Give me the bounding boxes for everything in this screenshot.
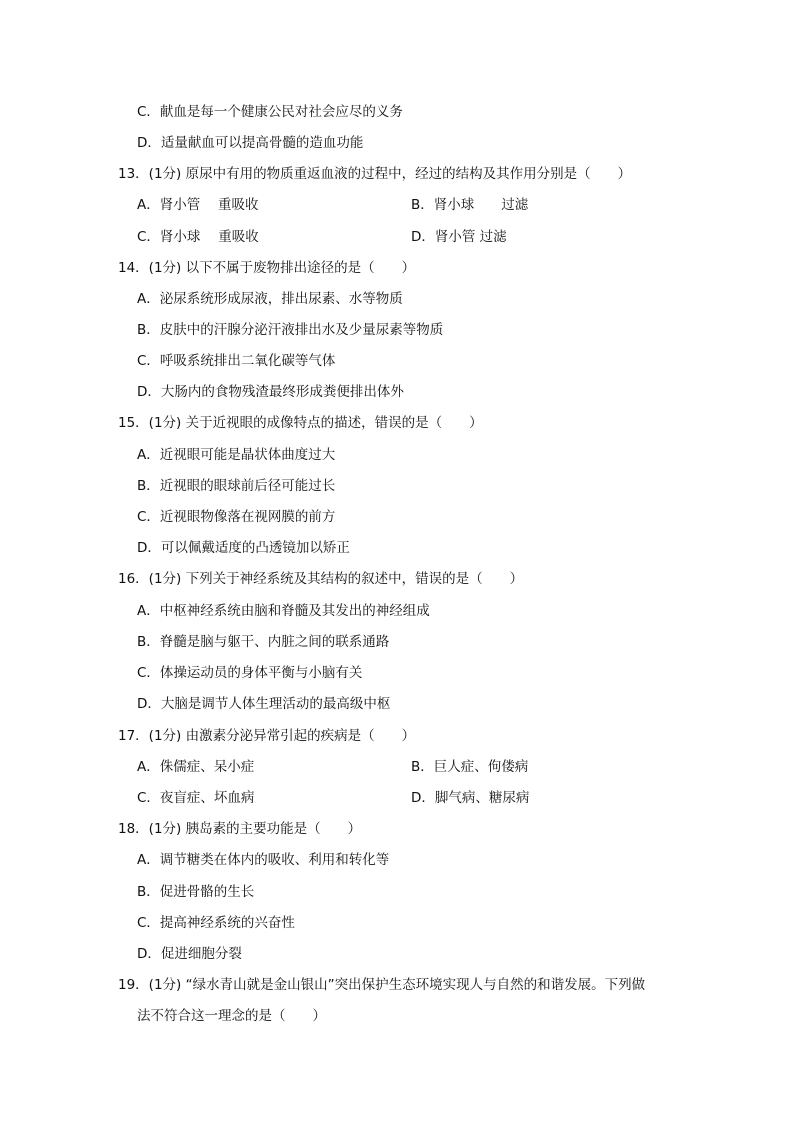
q16-option-d: D．大脑是调节人体生理活动的最高级中枢 <box>137 696 391 712</box>
q12-option-d: D．适量献血可以提高骨髓的造血功能 <box>137 135 364 151</box>
question-16: 16．(1分) 下列关于神经系统及其结构的叙述中，错误的是（ ） <box>118 571 524 587</box>
question-19-continued: 法不符合这一理念的是（ ） <box>137 1008 326 1024</box>
q15-option-a: A．近视眼可能是晶状体曲度过大 <box>137 447 336 463</box>
q13-option-a: A．肾小管 重吸收 <box>137 197 259 213</box>
q15-option-c: C．近视眼物像落在视网膜的前方 <box>137 509 336 525</box>
q18-option-b: B．促进骨骼的生长 <box>137 884 255 900</box>
q15-option-b: B．近视眼的眼球前后径可能过长 <box>137 478 336 494</box>
q18-option-d: D．促进细胞分裂 <box>137 946 242 962</box>
q17-option-b: B．巨人症、佝偻病 <box>411 759 529 775</box>
q17-option-c: C．夜盲症、坏血病 <box>137 790 255 806</box>
q18-option-c: C．提高神经系统的兴奋性 <box>137 915 295 931</box>
question-15: 15．(1分) 关于近视眼的成像特点的描述，错误的是（ ） <box>118 415 483 431</box>
question-19: 19．(1分) “绿水青山就是金山银山”突出保护生态环境实现人与自然的和谐发展。下列做 <box>118 977 646 993</box>
q16-option-b: B．脊髓是脑与躯干、内脏之间的联系通路 <box>137 634 390 650</box>
q13-option-c: C．肾小球 重吸收 <box>137 229 259 245</box>
q16-option-c: C．体操运动员的身体平衡与小脑有关 <box>137 665 363 681</box>
q14-option-b: B．皮肤中的汗腺分泌汗液排出水及少量尿素等物质 <box>137 322 444 338</box>
question-18: 18．(1分) 胰岛素的主要功能是（ ） <box>118 821 362 837</box>
question-13: 13．(1分) 原尿中有用的物质重返血液的过程中，经过的结构及其作用分别是（ ） <box>118 166 632 182</box>
q17-option-d: D．脚气病、糖尿病 <box>411 790 530 806</box>
q14-option-a: A．泌尿系统形成尿液，排出尿素、水等物质 <box>137 291 403 307</box>
q16-option-a: A．中枢神经系统由脑和脊髓及其发出的神经组成 <box>137 603 430 619</box>
q13-option-d: D．肾小管 过滤 <box>411 229 507 245</box>
q18-option-a: A．调节糖类在体内的吸收、利用和转化等 <box>137 852 390 868</box>
question-14: 14．(1分) 以下不属于废物排出途径的是（ ） <box>118 260 416 276</box>
q14-option-d: D．大肠内的食物残渣最终形成粪便排出体外 <box>137 384 404 400</box>
q13-option-b: B．肾小球 过滤 <box>411 197 529 213</box>
q15-option-d: D．可以佩戴适度的凸透镜加以矫正 <box>137 540 350 556</box>
question-17: 17．(1分) 由激素分泌异常引起的疾病是（ ） <box>118 728 416 744</box>
q12-option-c: C．献血是每一个健康公民对社会应尽的义务 <box>137 104 403 120</box>
q17-option-a: A．侏儒症、呆小症 <box>137 759 255 775</box>
q14-option-c: C．呼吸系统排出二氧化碳等气体 <box>137 353 336 369</box>
